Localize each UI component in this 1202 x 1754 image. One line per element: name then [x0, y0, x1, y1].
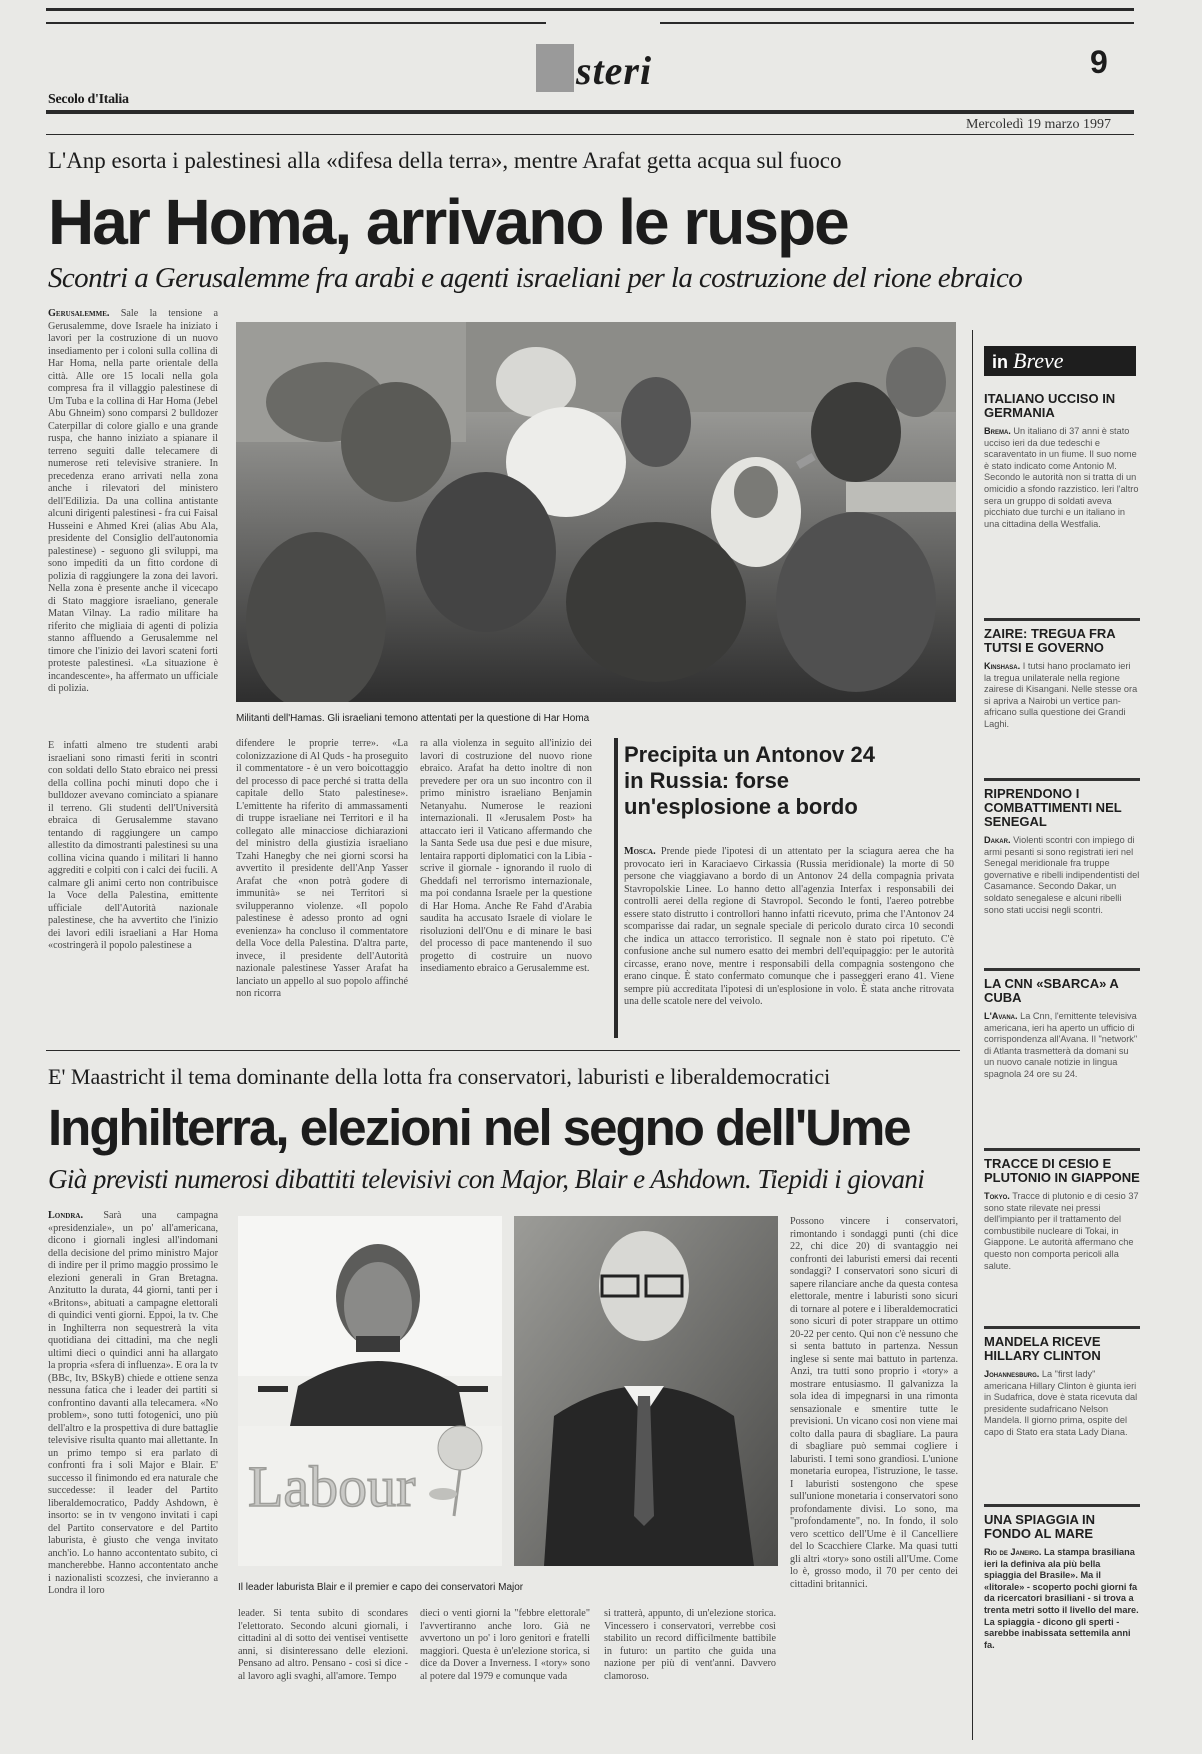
brief-bar — [984, 1326, 1140, 1329]
section-initial-block — [536, 44, 574, 92]
hamas-militants-photo — [236, 322, 956, 702]
story1-column-2: difendere le proprie terre». «La colonizzazione di Al Quds - ha proseguito il commentatore - è un vero boicottaggio del processo di pace perché si tratta della capitale dello Stato palestinese». L'emittente ha riferito di ammassamenti di truppe israeliane nei Territori e il ha collegato alle minacciose dichiarazioni del ministro della giustizia israeliano Tzahi Hanegby che nei giorni scorsi ha avvertito il presidente dell'Anp Yasser Arafat che «non potrà godere di immunità» se nei Territori si svilupperanno violenze. «Il popolo palestinese è adesso pronto ad ogni evenienza» ha concluso il commentatore della Voce della Palestina. D'altra parte, invece, il presidente dell'Autorità nazionale palestinese Yasser Arafat ha lanciato un appello al suo popolo affinché non ricorra — [236, 738, 408, 999]
section-name: steri — [576, 48, 653, 93]
brief-bar — [984, 1504, 1140, 1507]
page-number: 9 — [1090, 44, 1108, 80]
story2-column-1 — [48, 1210, 218, 1746]
issue-date: Mercoledì 19 marzo 1997 — [966, 117, 1112, 132]
antonov-headline — [624, 742, 875, 820]
blair-photo-graphic — [238, 1216, 502, 1566]
brief-item-zaire — [984, 618, 1140, 731]
story2-dateline: Londra. — [48, 1210, 84, 1221]
brief-body: La "first lady" americana Hillary Clinton è giunta ieri in Sudafrica, dove è stata ricevuta dal presidente sudafricano Nelson Mandela. Il giorno prima, ospite del capo di Stato era stata Lady Diana. — [984, 1369, 1138, 1437]
brief-dateline: Kinshasa. — [984, 661, 1021, 671]
brief-dateline: Dakar. — [984, 835, 1011, 845]
story2-headline: Inghilterra, elezioni nel segno dell'Ume — [48, 1099, 910, 1156]
story2-deck: Già previsti numerosi dibattiti televisivi con Major, Blair e Ashdown. Tiepidi i giovani — [48, 1164, 925, 1194]
brief-headline: LA CNN «SBARCA» A CUBA — [984, 976, 1119, 1005]
antonov-headline-line-2: in Russia: forse — [624, 768, 790, 793]
story1-column-3: ra alla violenza in seguito all'inizio dei lavori di costruzione del nuovo rione ebraico. Arafat ha detto inoltre di non prevedere per ora un suo incontro con il primo ministro israeliano Benjamin Netanyahu. Numerose le reazioni internazionali. Il «Jerusalem Post» ha attaccato ieri il Vaticano affermando che la Santa Sede usa due pesi e due misure, lentaira rapporti diplomatici con la Libia - scrive il giornale - ignorando il ruolo di Gheddafi nel terrorismo internazionale, ma poi condanna Israele per la questione di Har Homa. Anche Re Fahd d'Arabia saudita ha accusato Israele di violare le risoluzioni dell'Onu e di minare le basi del processo di pace mantenendo il suo progetto di costruire un nuovo insediamento ebraico a Gerusalemme est. — [420, 738, 592, 974]
blair-photo — [238, 1216, 502, 1566]
brief-dateline: Tokyo. — [984, 1191, 1010, 1201]
story1-photo-caption: Militanti dell'Hamas. Gli israeliani temono attentati per la questione di Har Homa — [236, 713, 590, 724]
labour-sign-text: Labour — [248, 1454, 416, 1519]
antonov-body-text: Prende piede l'ipotesi di un attentato per la sciagura aerea che ha provocato ieri in Karaciaevo Cirkassia (Russia meridionale) la morte di 50 persone che viaggiavano a bordo di un Antonov 24 della compagnia privata Stavropolskie Linee. Lo hanno detto all'agenzia Interfax i responsabili dei controlli aerei della regione di Stavropol. Secondo le fonti, l'aereo potrebbe essere stato distrutto i controllori hanno infatti ricevuto, prima che l'Antonov 24 scomparisse dai radar, un segnale speciale di pericolo durato circa 10 secondi che indica un attacco terroristico. Il segnale non è stato poi ripetuto. C'è confusione anche sul numero esatto dei membri dell'equipaggio: per le autorità circasse, erano nove, mentre i responsabili della compagnia sostengono che erano cinque. È stato confermato comunque che i passeggeri erano 41. Viene sempre più accreditata l'ipotesi di un'esplosione in volo. È stata anche ritrovata una delle scatole nere del veivolo. — [624, 846, 954, 1007]
brief-item-cnn — [984, 968, 1140, 1081]
brief-text — [984, 661, 1140, 731]
brief-item-spiaggia — [984, 1504, 1140, 1651]
brief-dateline: L'Avana. — [984, 1011, 1018, 1021]
brief-headline: ITALIANO UCCISO IN GERMANIA — [984, 391, 1116, 420]
story2-photo-caption: Il leader laburista Blair e il premier e capo dei conservatori Major — [238, 1582, 524, 1593]
antonov-dateline: Mosca. — [624, 846, 656, 857]
brief-bar — [984, 618, 1140, 621]
brief-body: La Cnn, l'emittente televisiva americana, ieri ha aperto un ufficio di corrispondenza all'Avana. Il "network" di Atlanta trasmetterà da domani su un nuovo canale notizie in lingua spagnola 24 ore su 24. — [984, 1011, 1138, 1079]
brief-bar — [984, 1148, 1140, 1151]
story2-col1-text: Sarà una campagna «presidenziale», un po' all'americana, dicono i giornali inglesi all'indomani della decisione del primo ministro Major di indire per il primo maggio prossimo le elezioni generali in Gran Bretagna. Anzitutto la durata, 44 giorni, tanti per i «Britons», abituati a campagne elettorali di quindici venti giorni. Eppoi, la tv. Che in Inghilterra non sequestrerà la vita quotidiana dei cittadini, ma che negli ultimi dieci o quindici anni ha allargato la propria «sfera di influenza». E ora la tv (BBc, Itv, BSkyB) chiede e ottiene senza nessuna fatica che i leader dei partiti si confrontino davanti alla telecamera. «No problem», sono tutti fotogenici, uno più dell'altro e la prospettiva di dure battaglie televisive risulta quanto mai allettante. In un primo tempo si era parlato di confronti fra i soli Major e Blair. E' successo il finimondo ed era naturale che succedesse: il leader del Partito liberaldemocratico, Paddy Ashdown, è insorto: se in tv vengono invitati i capi del Partito conservatore e del Partito laburista, è giusto che venga invitato anch'io. Lo hanno accontentato subito, ci mancherebbe. Hanno accontentato anche i nazionalisti scozzesi, che invieranno a Londra il loro — [48, 1210, 218, 1596]
brief-body: Violenti scontri con impiego di armi pesanti si sono registrati ieri nel Senegal meridionale fra truppe governative e ribelli indipendentisti del Casamance. Secondo Dakar, un soldato senegalese e alcuni ribelli sono stati uccisi negli scontri. — [984, 835, 1140, 915]
brief-item-germania — [984, 392, 1140, 530]
antonov-box — [614, 738, 954, 1042]
story1-headline: Har Homa, arrivano le ruspe — [48, 186, 848, 258]
crowd-photo-graphic — [236, 322, 956, 702]
in-breve-logo-breve: Breve — [1013, 348, 1064, 373]
brief-dateline: Brema. — [984, 426, 1011, 436]
story2-top-rule — [46, 1050, 960, 1051]
story1-col1-text: Sale la tensione a Gerusalemme, dove Israele ha iniziato i lavori per la costruzione di un nuovo insediamento per i coloni sulla collina di Har Homa, nella parte orientale della città. Alle ore 15 locali nella gola compresa fra il villaggio palestinese di Um Tuba e la collina di Har Homa (Jebel Abu Ghneim) sono comparsi 2 bulldozer Caterpillar di colore giallo e una grande ruspa, che hanno iniziato a spianare il terreno seguiti dalle telecamere di numerose reti televisive straniere. In precedenza erano arrivati nella zona anche i rilevatori del ministero dell'Edilizia. Da una collina antistante alcuni dirigenti palestinesi - fra cui Faisal Husseini e Ahmed Krei (alias Abu Ala, presidente del Consiglio dell'autonomia palestinese) - seguono gli sviluppi, ma sono impediti da un fitto cordone di polizia di raggiungere la zona dei lavori. Nella zona è presente anche il vicecapo di Stato maggiore israeliano, generale Matan Vilnay. La radio militare ha riferito che migliaia di agenti di polizia stanno affluendo a Gerusalemme nel timore che l'inizio dei lavori scateni forti proteste palestinesi. «La situazione è incandescente», ha affermato un ufficiale di polizia. — [48, 308, 218, 694]
antonov-body — [624, 846, 954, 1036]
story1-dateline: Gerusalemme. — [48, 308, 110, 319]
brief-dateline: Rio de Janeiro. — [984, 1547, 1042, 1557]
brief-body: I tutsi hano proclamato ieri la tregua unilaterale nella regione zairese di Kisangani. Nelle stesse ora si apriva a Nairobi un vertice pan-africano sulla questione dei Grandi Laghi. — [984, 661, 1138, 729]
story2-column-2: leader. Si tenta subito di scondares l'elettorato. Secondo alcuni giornali, i cittadini al di sotto dei ventisei ventisette anni, si disinteressano delle elezioni. Pensano ad altro. Pensano - così si dice - al lavoro agli svaghi, all'amore. Tempo — [238, 1608, 408, 1682]
in-breve-logo — [984, 346, 1136, 376]
brief-body: Tracce di plutonio e di cesio 37 sono state rilevate nei pressi dell'impianto per il trattamento del combustibile nucleare di Tokai, in Giappone. Le autorità affermano che questo non comporta pericoli alla salute. — [984, 1191, 1139, 1271]
brief-text — [984, 835, 1140, 916]
antonov-headline-line-1: Precipita un Antonov 24 — [624, 742, 876, 767]
story1-deck: Scontri a Gerusalemme fra arabi e agenti israeliani per la costruzione del rione ebraico — [48, 262, 1023, 294]
antonov-box-border — [614, 738, 618, 1038]
masthead-rule — [46, 110, 1134, 114]
brief-headline: RIPRENDONO I COMBATTIMENTI NEL SENEGAL — [984, 786, 1122, 829]
paper-name: Secolo d'Italia — [48, 92, 129, 107]
brief-body: Un italiano di 37 anni è stato ucciso ieri da due tedeschi e scaraventato in un fiume. Il suo nome è stato indicato come Antonio M. Secondo le autorità non si tratta di un omicidio a sfondo razzistico. Ieri l'altro sera un gruppo di soldati aveva picchiato due turchi e un italiano in una cittadina della Westfalia. — [984, 426, 1139, 529]
major-photo-graphic — [514, 1216, 778, 1566]
brief-dateline: Johannesburg. — [984, 1369, 1040, 1379]
section-title — [536, 44, 652, 94]
brief-bar — [984, 968, 1140, 971]
brief-headline: MANDELA RICEVE HILLARY CLINTON — [984, 1334, 1101, 1363]
story2-column-3: dieci o venti giorni la "febbre elettorale" l'avvertiranno anche loro. Già ne avvertono un po' i loro genitori e fratelli maggiori. Questa è un'elezione storica, si dice da Dover a Inverness. I «tory» sono al potere dal 1979 e comunque vada — [420, 1608, 590, 1682]
brief-headline: UNA SPIAGGIA IN FONDO AL MARE — [984, 1512, 1095, 1541]
antonov-headline-line-3: un'esplosione a bordo — [624, 794, 858, 819]
brief-text — [984, 426, 1140, 530]
masthead-thin-rule — [46, 134, 1134, 135]
brief-headline: TRACCE DI CESIO E PLUTONIO IN GIAPPONE — [984, 1156, 1140, 1185]
brief-text — [984, 1011, 1140, 1081]
brief-item-mandela — [984, 1326, 1140, 1439]
top-rule-right — [660, 22, 1134, 24]
brief-item-senegal — [984, 778, 1140, 916]
story2-column-4: si tratterà, appunto, di un'elezione storica. Vincessero i conservatori, verrebbe così stabilito un record difficilmente battibile in futuro: un partito che guida una nazione per più di vent'anni. Davvero clamoroso. — [604, 1608, 776, 1682]
brief-bar — [984, 778, 1140, 781]
story2-column-5: Possono vincere i conservatori, rimontando i sondaggi punti (chi dice 22, chi dice 20) di svantaggio nei confronti dei laburisti emersi dai recenti sondaggi? I conservatori sono sicuri di sapere rilanciare anche da questa contesa elettorale, mentre i laburisti sono sicuri di tornare al potere e i liberaldemocratici sono sicuri di poter strappare un ottimo 20-22 per cento. Qui non c'è nessuno che si senta battuto in partenza. Nessun inglese si sente mai battuto in partenza. Anzi, tra tutti sono proprio i «tory» a mostrare entusiasmo. Il galvanizza la sola idea di impegnarsi in una rimonta sensazionale e smentire tutte le previsioni. Un vicano cosi non viene mai colto dalla paura di sbagliare. La paura di sbagliare può semmai cogliere i laburisti. I temi sono grandiosi. L'unione monetaria europea, l'istruzione, le tasse. I laburisti sostengono che spese sull'unione monetaria i conservatori sono profondamente divisi. Lo sono, ma "profondamente", no. In fondo, il solo vero scettico dell'Ume è il Cancelliere del lo Scacchiere Clarke. Ma quasi tutti gli altri «tory» sono ostili all'Ume. Come lo è, grosso modo, il 70 per cento dei cittadini britannici. — [790, 1216, 958, 1590]
story1-kicker: L'Anp esorta i palestinesi alla «difesa della terra», mentre Arafat getta acqua sul fuoco — [48, 148, 842, 173]
brief-headline: ZAIRE: TREGUA FRA TUTSI E GOVERNO — [984, 626, 1116, 655]
brief-body: La stampa brasiliana ieri la definiva ala più bella spiaggia del Brasile». Ma il «litorale» - scoperto pochi giorni fa da ricercatori brasiliani - si trova a trenta metri sotto il livello del mare. La spiaggia - dicono gli sperti - sarebbe inabissata settemila anni fa. — [984, 1547, 1139, 1650]
major-photo — [514, 1216, 778, 1566]
story1-column-1 — [48, 308, 218, 738]
story2-kicker: E' Maastricht il tema dominante della lotta fra conservatori, laburisti e liberaldemocratici — [48, 1064, 831, 1089]
brief-text — [984, 1369, 1140, 1439]
story1-column-1b: E infatti almeno tre studenti arabi israeliani sono rimasti feriti in scontri con soldati dello Stato ebraico nei pressi della collina pochi minuti dopo che i bulldozer avevano cominciato a spianare il terreno. Gli studenti dell'Università ebraica di Gerusalemme stavano tentando di raggiungere un campo allestito da dimostranti palestinesi su una collina vicina quando i militari li hanno aggrediti e colpiti con i calci dei fucili. A calmare gli animi certo non contribuisce la Voce della Palestina, emittente ufficiale dell'Autorità nazionale palestinese, che ha avvertito che l'inizio dei lavori edili israeliani a Har Homa «costringerà il popolo palestinese a — [48, 740, 218, 951]
top-rule-left — [46, 22, 546, 24]
brief-text — [984, 1547, 1140, 1651]
brief-item-giappone — [984, 1148, 1140, 1272]
brief-text — [984, 1191, 1140, 1272]
sidebar-divider — [972, 330, 973, 1740]
in-breve-logo-in: in — [992, 352, 1008, 372]
top-rule — [46, 8, 1134, 11]
